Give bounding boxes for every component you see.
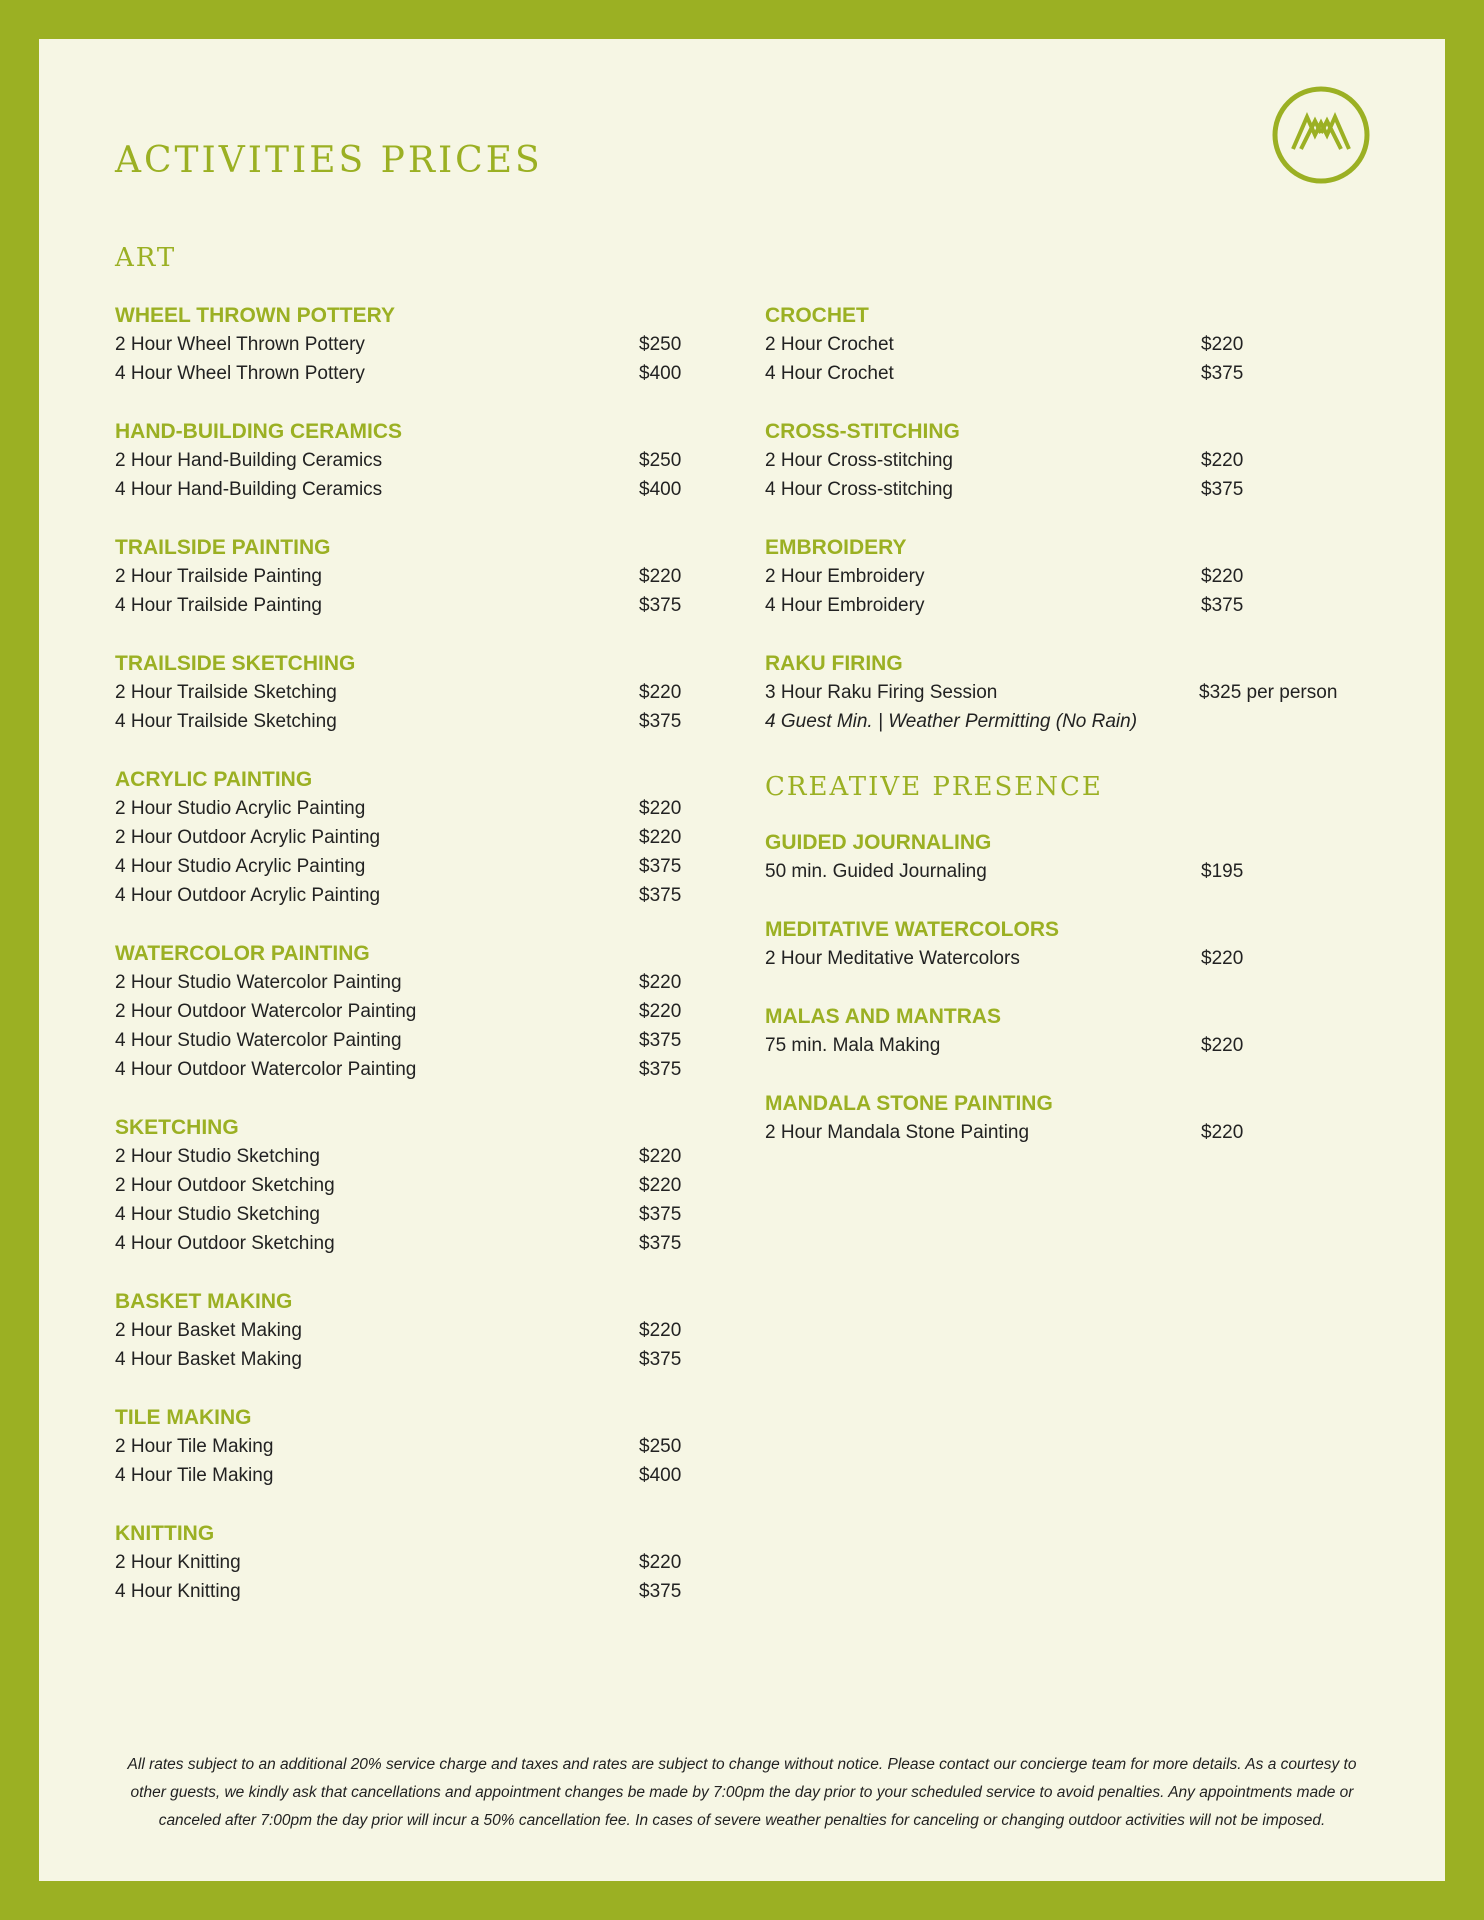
- activity-label: 2 Hour Cross-stitching: [765, 450, 953, 471]
- activity-price: $220: [1201, 450, 1244, 471]
- activity-label: 50 min. Guided Journaling: [765, 861, 987, 882]
- activity-price: $220: [1201, 1122, 1244, 1143]
- activity-label: 2 Hour Hand-Building Ceramics: [115, 450, 383, 471]
- price-row: [115, 823, 725, 852]
- activity-price: $250: [639, 1436, 682, 1457]
- activity-price: $220: [1201, 948, 1244, 969]
- activity-group-title: CROSS-STITCHING: [765, 420, 960, 443]
- activity-label: 2 Hour Outdoor Acrylic Painting: [115, 827, 381, 848]
- activity-label: 4 Hour Trailside Painting: [115, 595, 322, 616]
- footer-disclaimer: All rates subject to an additional 20% service charge and taxes and rates are subject to change without notice. Please contact our concierge team for more details. As a courtesy to other guests, we kindly ask that cancellations and appointment changes be made by 7:00pm the day prior to your scheduled service to avoid penalties. Any appointments made or canceled after 7:00pm the day prior will incur a 50% cancellation fee. In cases of severe weather penalties for canceling or changing outdoor activities will not be imposed.: [127, 1756, 1357, 1829]
- section-heading-art: ART: [115, 243, 177, 273]
- price-row: [115, 359, 725, 388]
- price-row: [115, 1142, 725, 1171]
- activity-price: $250: [639, 334, 682, 355]
- activity-label: 2 Hour Studio Sketching: [115, 1146, 320, 1167]
- price-row: [115, 1345, 725, 1374]
- price-row: [115, 330, 725, 359]
- price-row: [115, 997, 725, 1026]
- activity-price: $375: [639, 1349, 682, 1370]
- activity-group-acrylic-painting: [115, 765, 725, 910]
- activity-group-title: MEDITATIVE WATERCOLORS: [765, 918, 1059, 941]
- activity-note: 4 Guest Min. | Weather Permitting (No Rain): [765, 711, 1138, 732]
- activity-label: 2 Hour Tile Making: [115, 1436, 274, 1457]
- activity-price: $375: [1201, 363, 1244, 384]
- activity-label: 2 Hour Knitting: [115, 1552, 241, 1573]
- activity-price: $220: [1201, 566, 1244, 587]
- activity-group-watercolor-painting: [115, 939, 725, 1084]
- activity-label: 4 Hour Basket Making: [115, 1349, 302, 1370]
- activity-group-title: WHEEL THROWN POTTERY: [115, 304, 395, 327]
- activity-price: $220: [1201, 334, 1244, 355]
- activity-group-title: RAKU FIRING: [765, 652, 903, 675]
- price-row: [115, 475, 725, 504]
- activity-label: 2 Hour Meditative Watercolors: [765, 948, 1020, 969]
- price-row: [115, 968, 725, 997]
- mountain-peaks-logo-icon: [1271, 85, 1371, 185]
- activity-price: $220: [639, 682, 682, 703]
- price-row: [115, 1432, 725, 1461]
- price-row: [115, 1171, 725, 1200]
- price-row: [765, 944, 1375, 973]
- activity-label: 4 Hour Knitting: [115, 1581, 241, 1602]
- activity-group-guided-journaling: [765, 828, 1375, 886]
- activity-group-malas-and-mantras: [765, 1002, 1375, 1060]
- activity-label: 4 Hour Studio Watercolor Painting: [115, 1030, 402, 1051]
- activity-group-title: HAND-BUILDING CERAMICS: [115, 420, 402, 443]
- price-row: [115, 678, 725, 707]
- activity-label: 2 Hour Basket Making: [115, 1320, 302, 1341]
- price-row: [115, 881, 725, 910]
- activity-group-title: CROCHET: [765, 304, 869, 327]
- activity-group-trailside-painting: [115, 533, 725, 620]
- activity-price: $220: [639, 1146, 682, 1167]
- activity-group-title: GUIDED JOURNALING: [765, 831, 992, 854]
- activity-label: 2 Hour Studio Acrylic Painting: [115, 798, 366, 819]
- activity-price: $220: [639, 1001, 682, 1022]
- art-right-column: [765, 301, 1375, 1176]
- activity-price: $220: [639, 1175, 682, 1196]
- activity-price: $375: [639, 885, 682, 906]
- activity-label: 4 Hour Cross-stitching: [765, 479, 953, 500]
- price-row: [765, 446, 1375, 475]
- activity-price: $220: [1201, 1035, 1244, 1056]
- price-row: [765, 678, 1375, 707]
- price-row: [115, 1461, 725, 1490]
- activity-label: 4 Hour Crochet: [765, 363, 894, 384]
- price-row: [765, 707, 1375, 736]
- activity-price: $220: [639, 566, 682, 587]
- activity-group-tile-making: [115, 1403, 725, 1490]
- activity-price: $375: [639, 1204, 682, 1225]
- price-row: [115, 1229, 725, 1258]
- price-row: [115, 1200, 725, 1229]
- activity-group-basket-making: [115, 1287, 725, 1374]
- activity-price: $400: [639, 363, 682, 384]
- activity-group-knitting: [115, 1519, 725, 1606]
- activity-group-title: TILE MAKING: [115, 1406, 252, 1429]
- activity-group-crochet: [765, 301, 1375, 388]
- price-row: [115, 707, 725, 736]
- activity-price: $375: [639, 1581, 682, 1602]
- price-row: [115, 1026, 725, 1055]
- price-row: [765, 591, 1375, 620]
- activity-group-cross-stitching: [765, 417, 1375, 504]
- activity-group-title: WATERCOLOR PAINTING: [115, 942, 370, 965]
- activity-group-title: TRAILSIDE PAINTING: [115, 536, 331, 559]
- activity-price: $220: [639, 1320, 682, 1341]
- section-heading-creative-presence: CREATIVE PRESENCE: [765, 772, 1103, 802]
- activity-label: 2 Hour Embroidery: [765, 566, 925, 587]
- activity-label: 2 Hour Wheel Thrown Pottery: [115, 334, 365, 355]
- activity-label: 2 Hour Outdoor Sketching: [115, 1175, 335, 1196]
- activity-price: $250: [639, 450, 682, 471]
- price-row: [765, 857, 1375, 886]
- price-sheet-page: [39, 39, 1445, 1881]
- activity-label: 4 Hour Tile Making: [115, 1465, 274, 1486]
- activity-price: $220: [639, 798, 682, 819]
- activity-price: $195: [1201, 861, 1244, 882]
- activity-price: $375: [639, 711, 682, 732]
- activity-label: 4 Hour Outdoor Sketching: [115, 1233, 335, 1254]
- activity-group-embroidery: [765, 533, 1375, 620]
- activity-group-title: MANDALA STONE PAINTING: [765, 1092, 1053, 1115]
- activity-group-title: ACRYLIC PAINTING: [115, 768, 313, 791]
- price-row: [765, 1118, 1375, 1147]
- activity-group-title: TRAILSIDE SKETCHING: [115, 652, 356, 675]
- activity-group-sketching: [115, 1113, 725, 1258]
- activity-label: 2 Hour Studio Watercolor Painting: [115, 972, 402, 993]
- activity-group-title: BASKET MAKING: [115, 1290, 293, 1313]
- activity-label: 2 Hour Trailside Sketching: [115, 682, 337, 703]
- activity-label: 4 Hour Outdoor Watercolor Painting: [115, 1059, 417, 1080]
- page-title: ACTIVITIES PRICES: [115, 140, 543, 181]
- price-row: [765, 330, 1375, 359]
- price-row: [115, 562, 725, 591]
- activity-label: 4 Hour Hand-Building Ceramics: [115, 479, 383, 500]
- price-row: [115, 446, 725, 475]
- activity-group-raku-firing: [765, 649, 1375, 736]
- activity-price: $400: [639, 479, 682, 500]
- activity-group-hand-building-ceramics: [115, 417, 725, 504]
- price-row: [115, 591, 725, 620]
- activity-group-mandala-stone-painting: [765, 1089, 1375, 1147]
- activity-label: 4 Hour Wheel Thrown Pottery: [115, 363, 365, 384]
- activity-label: 2 Hour Crochet: [765, 334, 894, 355]
- price-row: [115, 1055, 725, 1084]
- activity-label: 2 Hour Mandala Stone Painting: [765, 1122, 1030, 1143]
- activity-price: $220: [639, 972, 682, 993]
- price-row: [115, 794, 725, 823]
- price-row: [115, 1548, 725, 1577]
- activity-label: 2 Hour Outdoor Watercolor Painting: [115, 1001, 417, 1022]
- activity-label: 4 Hour Studio Acrylic Painting: [115, 856, 366, 877]
- art-left-column: [115, 301, 725, 1635]
- price-row: [765, 475, 1375, 504]
- activity-label: 4 Hour Trailside Sketching: [115, 711, 337, 732]
- activity-group-wheel-thrown-pottery: [115, 301, 725, 388]
- price-row: [765, 359, 1375, 388]
- activity-price: $375: [1201, 479, 1244, 500]
- activity-price: $375: [639, 1233, 682, 1254]
- activity-price: $375: [639, 856, 682, 877]
- activity-group-meditative-watercolors: [765, 915, 1375, 973]
- activity-group-title: EMBROIDERY: [765, 536, 907, 559]
- price-row: [765, 562, 1375, 591]
- activity-price: $220: [639, 827, 682, 848]
- activity-label: 4 Hour Outdoor Acrylic Painting: [115, 885, 381, 906]
- activity-price: $375: [639, 1030, 682, 1051]
- activity-label: 75 min. Mala Making: [765, 1035, 941, 1056]
- activity-label: 4 Hour Studio Sketching: [115, 1204, 320, 1225]
- price-row: [115, 1577, 725, 1606]
- activity-group-title: KNITTING: [115, 1522, 215, 1545]
- creative-presence-section: [765, 774, 1375, 1147]
- price-row: [765, 1031, 1375, 1060]
- price-row: [115, 852, 725, 881]
- activity-price: $325 per person: [1199, 682, 1338, 703]
- activity-price: $375: [1201, 595, 1244, 616]
- activity-label: 3 Hour Raku Firing Session: [765, 682, 998, 703]
- activity-group-trailside-sketching: [115, 649, 725, 736]
- activity-group-title: MALAS AND MANTRAS: [765, 1005, 1002, 1028]
- activity-label: 4 Hour Embroidery: [765, 595, 925, 616]
- activity-price: $400: [639, 1465, 682, 1486]
- activity-price: $220: [639, 1552, 682, 1573]
- price-row: [115, 1316, 725, 1345]
- activity-price: $375: [639, 595, 682, 616]
- activity-label: 2 Hour Trailside Painting: [115, 566, 322, 587]
- activity-group-title: SKETCHING: [115, 1116, 239, 1139]
- activity-price: $375: [639, 1059, 682, 1080]
